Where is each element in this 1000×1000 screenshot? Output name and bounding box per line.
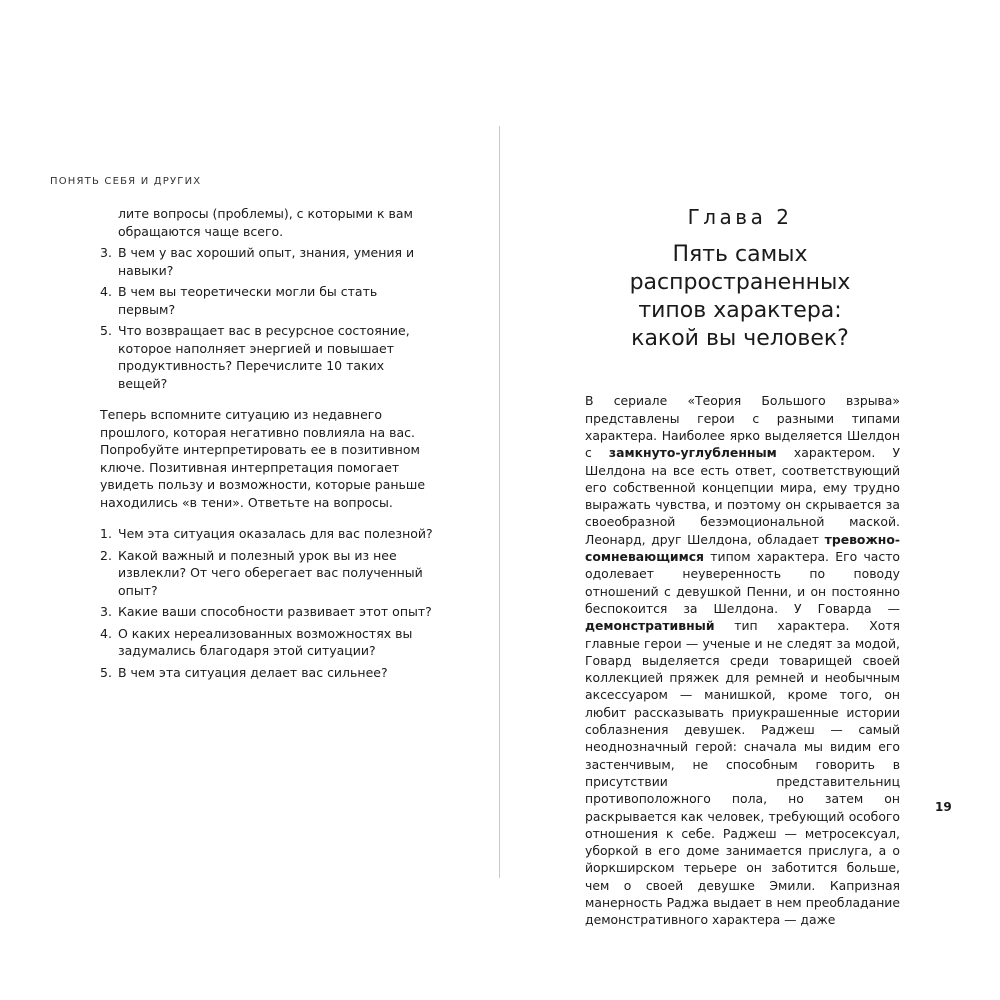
list-item — [100, 664, 435, 682]
list-item-number: 5. — [100, 664, 112, 680]
list-item — [100, 525, 435, 543]
body-text: типом характера. Его часто одолевает неуверенность по поводу отношений с девушкой Пенни, и он постоянно беспокоится за Шелдона. У Говарда — — [585, 549, 900, 616]
list-item-number: 3. — [100, 604, 112, 619]
chapter-label: Глава 2 — [687, 205, 793, 229]
list-item-number: 2. — [100, 547, 112, 563]
list-item — [100, 547, 435, 600]
list-item-text: Какие ваши способности развивает этот опыт? — [118, 604, 432, 619]
list-item-text: Чем эта ситуация оказалась для вас полезной? — [118, 526, 433, 541]
question-list-1 — [100, 205, 435, 392]
chapter-title-line: типов характера: — [638, 298, 842, 323]
list-item-number: 4. — [100, 284, 112, 299]
emphasis-term: замкнуто-углубленным — [608, 445, 777, 461]
chapter-title — [560, 241, 920, 353]
spread-gutter-line — [499, 126, 500, 878]
body-text: тип характера. Хотя главные герои — ученые и не следят за модой, Говард выделяется среди товарищей своей коллекцией пряжек для ремней и необычным аксессуаром — манишкой, кроме того, он любит рассказывать приукрашенные истории соблазнения девушек. Раджеш — самый неоднозначный герой: сначала мы видим его застенчивым, не способным говорить в присутствии представительниц противоположного пола, но затем он раскрывается как человек, требующий особого отношения к себе. Раджеш — метросексуал, уборкой в его доме занимается прислуга, а о йоркширском терьере он заботится больше, чем о своей девушке Эмили. Капризная манерность Раджа выдает в нем преобладание демонстративного характера — даже — [585, 618, 900, 928]
list-item-text: В чем вы теоретически могли бы стать первым? — [118, 284, 378, 317]
page-number: 19 — [935, 800, 952, 814]
question-list-2 — [100, 525, 435, 681]
left-page-body — [100, 205, 435, 685]
list-item-text: В чем эта ситуация делает вас сильнее? — [118, 664, 388, 680]
list-item-text: О каких нереализованных возможностях вы задумались благодаря этой ситуации? — [118, 625, 413, 658]
running-head: ПОНЯТЬ СЕБЯ И ДРУГИХ — [50, 176, 202, 187]
list-item — [100, 322, 435, 392]
list-item-number: 1. — [100, 526, 112, 541]
list-item-number: 5. — [100, 323, 112, 338]
list-item-continuation — [100, 205, 435, 240]
list-item-text: лите вопросы (проблемы), с которыми к вам обращаются чаще всего. — [118, 206, 413, 239]
emphasis-term: тревожно-сомневающимся — [585, 531, 900, 565]
emphasis-term: демонстративный — [585, 618, 715, 634]
list-item — [100, 625, 435, 660]
list-item — [100, 244, 435, 279]
list-item-number: 4. — [100, 625, 112, 641]
list-item-text: В чем у вас хороший опыт, знания, умения и навыки? — [118, 245, 415, 278]
body-text: характером. У Шелдона на все есть ответ, соответствующий его собственной концепции мира, ему трудно выражать чувства, и поэтому он скрывается за своеобразной безэмоциональной маской. Леонард, друг Шелдона, обладает — [585, 445, 900, 547]
list-item-text: Что возвращает вас в ресурсное состояние, которое наполняет энергией и повышает продуктивность? Перечислите 10 таких вещей? — [118, 323, 410, 391]
list-item — [100, 283, 435, 318]
chapter-title-line: Пять самых распространенных — [629, 242, 851, 295]
body-paragraph: Теперь вспомните ситуацию из недавнего прошлого, которая негативно повлияла на вас. Попробуйте интерпретировать ее в позитивном ключе. Позитивная интерпретация помогает увидеть пользу и возможности, которые раньше находились «в тени». Ответьте на вопросы. — [100, 407, 426, 510]
chapter-body-paragraph — [585, 392, 900, 928]
list-item-number: 3. — [100, 245, 112, 260]
body-text: В сериале «Теория Большого взрыва» представлены герои с разными типами характера. Наиболее ярко выделяется Шелдон с — [585, 393, 900, 461]
list-item-text: Какой важный и полезный урок вы из нее извлекли? От чего оберегает вас полученный опыт? — [118, 547, 423, 598]
chapter-title-line: какой вы человек? — [631, 326, 849, 351]
list-item — [100, 603, 435, 621]
